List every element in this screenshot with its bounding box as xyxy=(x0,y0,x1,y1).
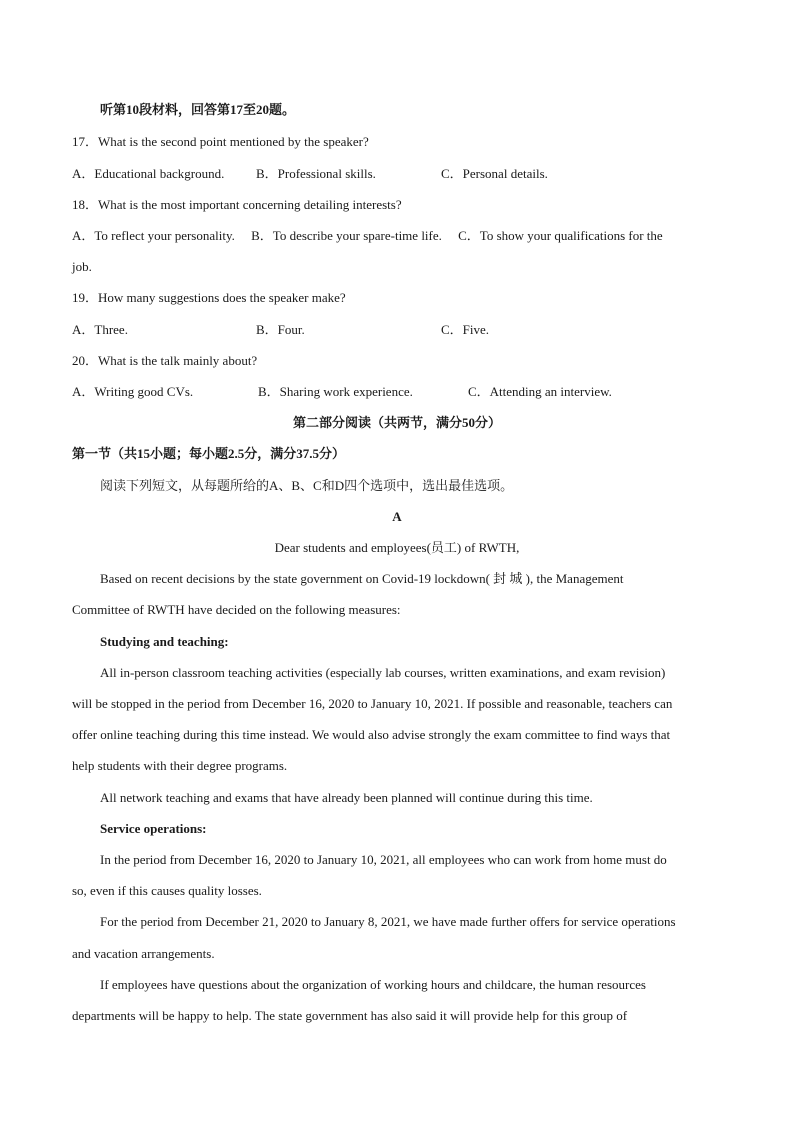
paragraph-4-line-2: so, even if this causes quality losses. xyxy=(72,883,262,898)
paragraph-1-line-1: Based on recent decisions by the state government on Covid-19 lockdown( 封 城 ), the Management xyxy=(100,571,624,586)
passage-label: A xyxy=(392,509,402,524)
paragraph-4-line-1: In the period from December 16, 2020 to January 10, 2021, all employees who can work from home must do xyxy=(100,852,667,867)
reading-instruction: 阅读下列短文，从每题所给的A、B、C和D四个选项中，选出最佳选项。 xyxy=(100,478,514,493)
paragraph-2-line-1: All in-person classroom teaching activities (especially lab courses, written examinations, and exam revision) xyxy=(100,665,666,680)
options-18: A．To reflect your personality. B．To describe your spare-time life. C．To show your qualifications for the xyxy=(72,228,663,243)
subheading-service: Service operations: xyxy=(100,821,207,836)
option-19-a: A．Three. xyxy=(72,322,128,337)
paragraph-2-line-2: will be stopped in the period from December 16, 2020 to January 10, 2021. If possible and reasonable, teachers can xyxy=(72,696,673,711)
paragraph-5-line-2: and vacation arrangements. xyxy=(72,946,215,961)
paragraph-1-line-2: Committee of RWTH have decided on the following measures: xyxy=(72,602,401,617)
paragraph-2-line-3: offer online teaching during this time instead. We would also advise strongly the exam committee to find ways that xyxy=(72,727,671,742)
paragraph-5-line-1: For the period from December 21, 2020 to January 8, 2021, we have made further offers for service operations xyxy=(100,914,676,929)
option-20-a: A．Writing good CVs. xyxy=(72,384,194,399)
paragraph-6-line-2: departments will be happy to help. The state government has also said it will provide help for this group of xyxy=(72,1008,628,1023)
paragraph-2-line-4: help students with their degree programs. xyxy=(72,758,288,773)
option-19-b: B．Four. xyxy=(256,322,305,337)
option-17-b: B．Professional skills. xyxy=(256,166,376,181)
options-18-wrap: job. xyxy=(72,259,92,274)
question-18: 18．What is the most important concerning detailing interests? xyxy=(72,197,402,212)
option-17-c: C．Personal details. xyxy=(441,166,548,181)
paragraph-3: All network teaching and exams that have already been planned will continue during this time. xyxy=(100,790,593,805)
option-20-b: B．Sharing work experience. xyxy=(258,384,413,399)
question-19: 19．How many suggestions does the speaker make? xyxy=(72,290,346,305)
question-20: 20．What is the talk mainly about? xyxy=(72,353,258,368)
option-17-a: A．Educational background. xyxy=(72,166,225,181)
reading-section-title: 第一节（共15小题；每小题2.5分，满分37.5分） xyxy=(72,446,346,461)
listening-heading: 听第10段材料，回答第17至20题。 xyxy=(100,102,296,117)
option-19-c: C．Five. xyxy=(441,322,490,337)
reading-part-title: 第二部分阅读（共两节，满分50分） xyxy=(292,415,501,430)
subheading-studying: Studying and teaching: xyxy=(100,634,229,649)
option-20-c: C．Attending an interview. xyxy=(468,384,612,399)
paragraph-6-line-1: If employees have questions about the organization of working hours and childcare, the human resources xyxy=(100,977,646,992)
question-17: 17．What is the second point mentioned by the speaker? xyxy=(72,134,369,149)
salutation: Dear students and employees(员工) of RWTH, xyxy=(274,540,520,555)
